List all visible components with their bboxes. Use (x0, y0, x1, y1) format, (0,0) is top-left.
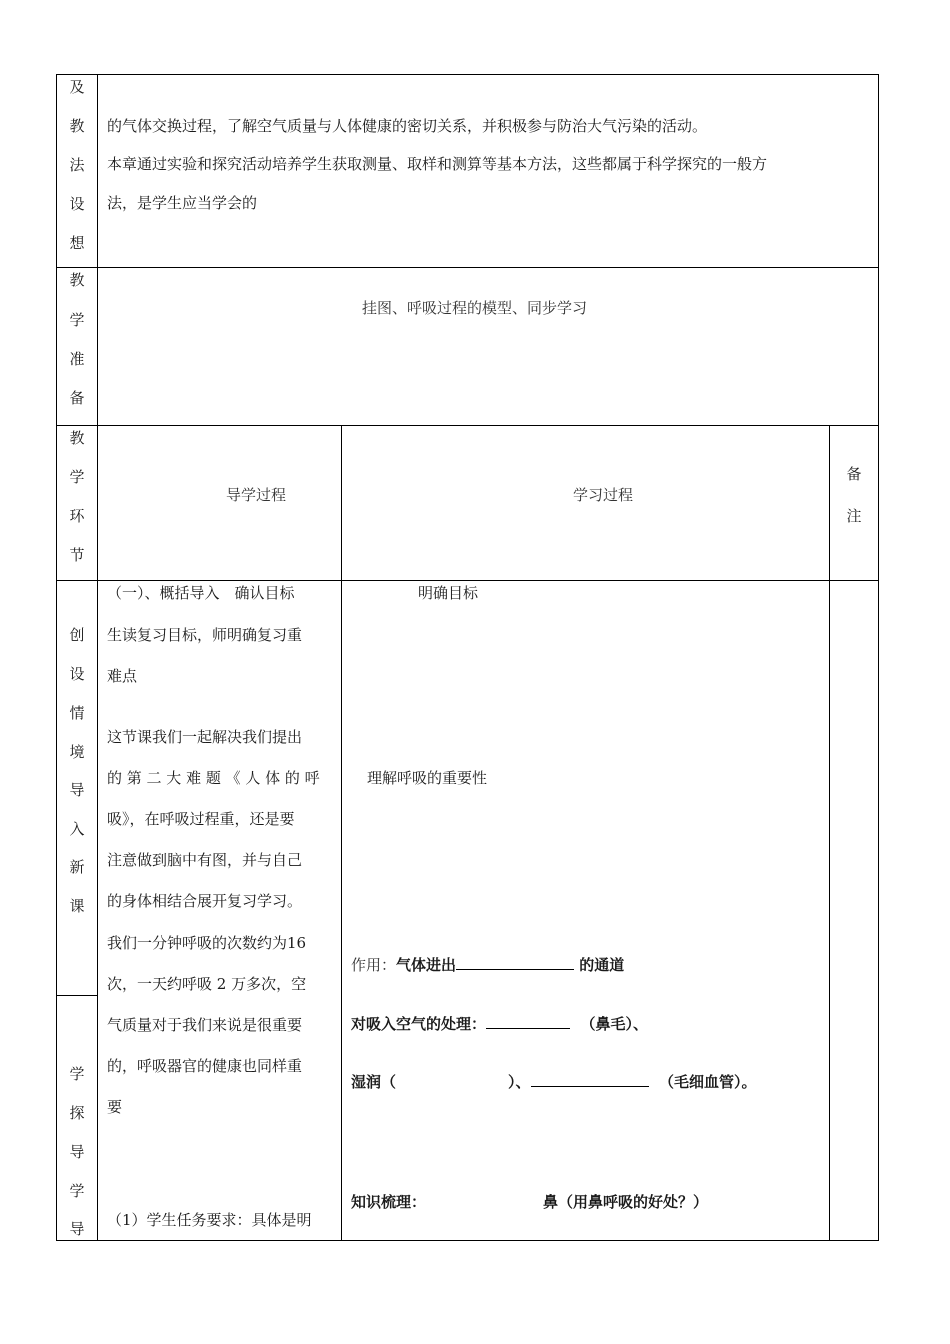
guide-line: 吸》，在呼吸过程重，还是要 (107, 810, 295, 828)
moisten-line (351, 1074, 757, 1090)
guide-line: （1）学生任务要求：具体是明 (107, 1211, 312, 1229)
row3-label-char: 学 (69, 468, 85, 486)
row4-label-a-char: 情 (69, 704, 85, 722)
row4-label-a-char: 创 (69, 626, 85, 644)
teaching-materials: 挂图、呼吸过程的模型、同步学习 (362, 299, 588, 317)
processing-label: 对吸入空气的处理： (351, 1015, 487, 1033)
processing-hint: （鼻毛）、 (580, 1015, 648, 1033)
processing-line (351, 1016, 648, 1032)
row2-label-char: 准 (69, 350, 85, 368)
study-importance: 理解呼吸的重要性 (367, 769, 488, 787)
guide-line: 生读复习目标，师明确复习重 (107, 626, 303, 644)
row-divider-1 (56, 267, 879, 268)
row1-text-line: 本章通过实验和探究活动培养学生获取测量、取样和测算等基本方法，这些都属于科学探究的一般方 (107, 155, 768, 173)
guide-line: 难点 (107, 667, 138, 685)
guide-line: 的 第 二 大 难 题 《 人 体 的 呼 (107, 769, 320, 787)
row3-label-char: 教 (69, 429, 85, 447)
label-column-divider (97, 74, 98, 1241)
label-divider (56, 995, 97, 996)
function-text-b: 的通道 (574, 956, 625, 974)
study-note-divider (829, 425, 830, 1241)
processing-blank[interactable] (486, 1016, 570, 1029)
function-text-a: 气体进出 (396, 956, 457, 974)
function-label: 作用： (351, 956, 397, 974)
row4-label-a-char: 课 (69, 897, 85, 915)
guide-line: 气质量对于我们来说是很重要 (107, 1016, 303, 1034)
row2-label-char: 备 (69, 389, 85, 407)
table-bottom-border (56, 1240, 879, 1241)
row3-label-char: 环 (69, 507, 85, 525)
row1-label-char: 法 (69, 156, 85, 174)
row1-label-char: 设 (69, 195, 85, 213)
row1-label-char: 及 (69, 78, 85, 96)
moisten-hint: （毛细血管）。 (658, 1073, 757, 1091)
row4-label-b-char: 学 (69, 1182, 85, 1200)
guide-study-divider (341, 425, 342, 1241)
knowledge-label: 知识梳理： (351, 1193, 427, 1211)
row4-label-a-char: 设 (69, 665, 85, 683)
guide-line: （一）、概括导入 确认目标 (107, 584, 295, 602)
table-right-border (878, 74, 879, 1241)
guide-line: 的身体相结合展开复习学习。 (107, 892, 303, 910)
column-header-guide: 导学过程 (226, 486, 287, 504)
row2-label-char: 学 (69, 311, 85, 329)
row-divider-2 (56, 425, 879, 426)
row1-text-line: 法，是学生应当学会的 (107, 194, 258, 212)
row-divider-3 (56, 580, 879, 581)
function-blank[interactable] (456, 957, 574, 970)
row4-label-b-char: 导 (69, 1220, 85, 1238)
row4-label-a-char: 境 (69, 743, 85, 761)
row4-label-b-char: 探 (69, 1104, 85, 1122)
guide-line: 我们一分钟呼吸的次数约为16 (107, 934, 307, 952)
row4-label-a-char: 入 (69, 820, 85, 838)
row4-label-a-char: 新 (69, 858, 85, 876)
guide-line: 要 (107, 1098, 123, 1116)
column-header-study: 学习过程 (573, 486, 634, 504)
guide-line: 这节课我们一起解决我们提出 (107, 728, 303, 746)
knowledge-text: 鼻（用鼻呼吸的好处？） (543, 1193, 709, 1211)
moisten-mid: ）、 (508, 1073, 531, 1091)
row3-label-char: 节 (69, 546, 85, 564)
moisten-blank[interactable] (531, 1074, 649, 1087)
column-header-note-char: 注 (846, 507, 862, 525)
guide-line: 次，一天约呼吸 2 万多次，空 (107, 975, 307, 993)
row1-label-char: 想 (69, 234, 85, 252)
row4-label-b-char: 学 (69, 1065, 85, 1083)
row1-text-line: 的气体交换过程，了解空气质量与人体健康的密切关系，并积极参与防治大气污染的活动。 (107, 117, 708, 135)
row2-label-char: 教 (69, 271, 85, 289)
function-line (351, 957, 624, 973)
column-header-note-char: 备 (846, 465, 862, 483)
row4-label-b-char: 导 (69, 1143, 85, 1161)
row1-label-char: 教 (69, 117, 85, 135)
study-goal: 明确目标 (418, 584, 479, 602)
row4-label-a-char: 导 (69, 781, 85, 799)
guide-line: 的，呼吸器官的健康也同样重 (107, 1057, 303, 1075)
table-top-border (56, 74, 879, 75)
moisten-label: 湿润（ (351, 1073, 397, 1091)
guide-line: 注意做到脑中有图，并与自己 (107, 851, 303, 869)
